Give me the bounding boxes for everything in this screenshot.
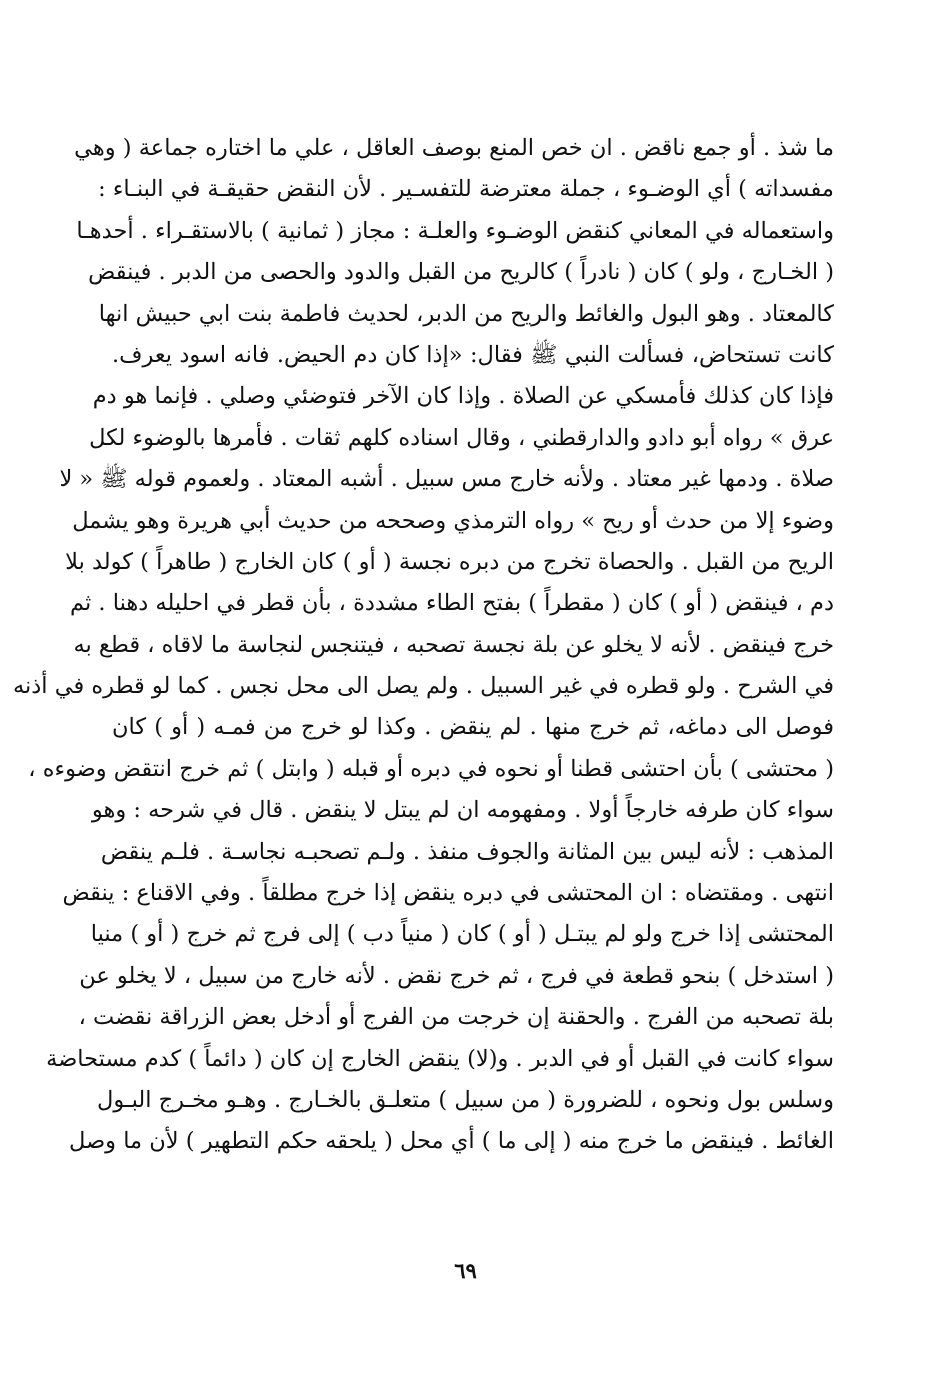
text-line: في الشرح . ولو قطره في غير السبيل . ولم يصل الى محل نجس . كما لو قطره في أذنه bbox=[12, 673, 834, 700]
text-line: سواء كانت في القبل أو في الدبر . و(لا) ينقض الخارج إن كان ( دائماً ) كدم مستحاضة bbox=[46, 1045, 834, 1072]
text-line: كالمعتاد . وهو البول والغائط والريح من الدبر، لحديث فاطمة بنت ابي حبيش انها bbox=[98, 300, 834, 327]
text-line: المذهب : لأنه ليس بين المثانة والجوف منفذ . ولـم تصحبـه نجاسـة . فلـم ينقض bbox=[100, 838, 834, 865]
page-number: ٦٩ bbox=[454, 1258, 477, 1283]
text-line: انتهى . ومقتضاه : ان المحتشى في دبره ينقض إذا خرج مطلقاً . وفي الاقناع : ينقض bbox=[62, 880, 834, 907]
text-line: بلة تصحبه من الفرج . والحقنة إن خرجت من الفرج أو أدخل بعض الزراقة نقضت ، bbox=[78, 1004, 834, 1031]
text-line: سواء كان طرفه خارجاً أولا . ومفهومه ان لم يبتل لا ينقض . قال في شرحه : وهو bbox=[91, 797, 834, 824]
text-line: فوصل الى دماغه، ثم خرج منها . لم ينقض . وكذا لو خرج من فمـه ( أو ) كان bbox=[112, 714, 834, 741]
body-text bbox=[12, 128, 834, 1163]
text-line: خرج فينقض . لأنه لا يخلو عن بلة نجسة تصحبه ، فيتنجس لنجاسة ما لاقاه ، قطع به bbox=[73, 631, 834, 658]
text-line: وضوء إلا من حدث أو ريح » رواه الترمذي وصححه من حديث أبي هريرة وهو يشمل bbox=[72, 507, 834, 534]
text-line: دم ، فينقض ( أو ) كان ( مقطراً ) بفتح الطاء مشددة ، بأن قطر في احليله دهنا . ثم bbox=[70, 590, 834, 617]
text-line: واستعماله في المعاني كنقض الوضـوء والعلـة : مجاز ( ثمانية ) بالاستقـراء . أحدهـا bbox=[76, 217, 834, 244]
text-line: الريح من القبل . والحصاة تخرج من دبره نجسة ( أو ) كان الخارج ( طاهراً ) كولد بلا bbox=[65, 548, 834, 575]
text-line: كانت تستحاض، فسألت النبي ﷺ فقال: «إذا كان دم الحيض. فانه اسود يعرف. bbox=[112, 341, 834, 368]
text-line: ( الخـارج ، ولو ) كان ( نادراً ) كالريح من القبل والدود والحصى من الدبر . فينقض bbox=[88, 259, 834, 286]
text-line: مفسداته ) أي الوضـوء ، جملة معترضة للتفسـير . لأن النقض حقيقـة في البنـاء : bbox=[98, 176, 834, 203]
text-line: وسلس بول ونحوه ، للضرورة ( من سبيل ) متعلـق بالخـارج . وهـو مخـرج البـول bbox=[97, 1086, 834, 1113]
text-line: المحتشى إذا خرج ولو لم يبتـل ( أو ) كان ( منياً دب ) إلى فرج ثم خرج ( أو ) منيا bbox=[90, 921, 834, 948]
text-line: ( استدخل ) بنحو قطعة في فرج ، ثم خرج نقض . لأنه خارج من سبيل ، لا يخلو عن bbox=[79, 962, 834, 989]
text-line: صلاة . ودمها غير معتاد . ولأنه خارج مس سبيل . أشبه المعتاد . ولعموم قوله ﷺ « لا bbox=[59, 466, 834, 493]
text-line: ( محتشى ) بأن احتشى قطنا أو نحوه في دبره أو قبله ( وابتل ) ثم خرج انتقض وضوءه ، bbox=[28, 755, 834, 782]
text-line: الغائط . فينقض ما خرج منه ( إلى ما ) أي محل ( يلحقه حكم التطهير ) لأن ما وصل bbox=[69, 1128, 834, 1155]
text-line: فإذا كان كذلك فأمسكي عن الصلاة . وإذا كان الآخر فتوضئي وصلي . فإنما هو دم bbox=[92, 383, 834, 410]
text-line: عرق » رواه أبو دادو والدارقطني ، وقال اسناده كلهم ثقات . فأمرها بالوضوء لكل bbox=[89, 424, 834, 451]
text-line: ما شذ . أو جمع ناقض . ان خص المنع بوصف العاقل ، علي ما اختاره جماعة ( وهي bbox=[74, 135, 834, 161]
